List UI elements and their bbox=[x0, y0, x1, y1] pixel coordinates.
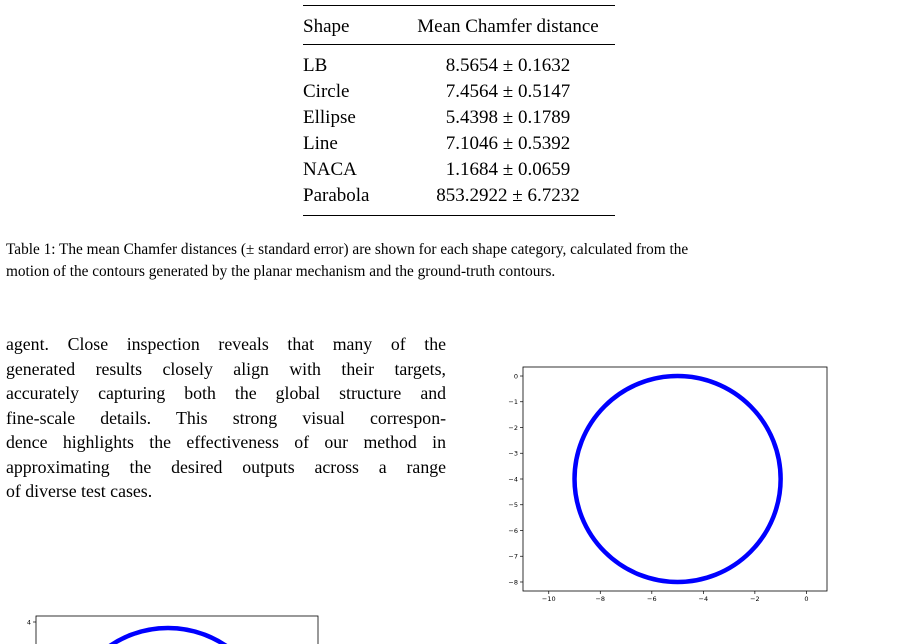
x-tick-label: −2 bbox=[750, 595, 760, 603]
body-paragraph bbox=[6, 332, 446, 504]
y-tick-label: −5 bbox=[508, 501, 518, 510]
row-value: 7.4564 ± 0.5147 bbox=[445, 81, 571, 102]
row-value: 853.2922 ± 6.7232 bbox=[401, 183, 615, 216]
y-tick-label: −3 bbox=[508, 449, 518, 458]
row-value: 1.1684 ± 0.0659 bbox=[445, 159, 571, 180]
paragraph-line: of diverse test cases. bbox=[6, 481, 153, 501]
y-tick-label: −8 bbox=[508, 578, 518, 587]
paragraph-line: accurately capturing both the global structure and bbox=[6, 383, 446, 403]
header-mean-chamfer-distance: Mean Chamfer distance bbox=[401, 6, 615, 45]
x-tick-label: −6 bbox=[647, 595, 657, 603]
row-value: 8.5654 ± 0.1632 bbox=[445, 55, 571, 76]
table-row bbox=[303, 105, 615, 131]
row-shape: Ellipse bbox=[303, 107, 356, 128]
circle-plot bbox=[488, 360, 833, 608]
table-row bbox=[303, 183, 615, 216]
y-tick-label: −6 bbox=[508, 526, 518, 535]
header-shape: Shape bbox=[303, 6, 401, 45]
paragraph-line: approximating the desired outputs across a range bbox=[6, 456, 446, 477]
x-tick-label: −10 bbox=[541, 595, 556, 603]
x-tick-label: −4 bbox=[698, 595, 709, 603]
x-tick-label: 0 bbox=[804, 595, 809, 603]
y-tick-label: 0 bbox=[513, 372, 518, 381]
row-shape: Line bbox=[303, 133, 338, 154]
circle-contour bbox=[68, 628, 268, 644]
caption-line: motion of the contours generated by the planar mechanism and the ground-truth contours. bbox=[6, 263, 556, 280]
table-row bbox=[303, 157, 615, 183]
y-tick-label: 4 bbox=[26, 618, 31, 627]
table-row bbox=[303, 131, 615, 157]
table-row bbox=[303, 79, 615, 105]
table-caption bbox=[6, 239, 912, 283]
partial-circle-plot bbox=[0, 604, 340, 644]
paragraph-line: fine-scale details. This strong visual correspon- bbox=[6, 407, 446, 428]
results-table bbox=[303, 5, 615, 216]
y-tick-label: −7 bbox=[508, 552, 518, 561]
row-shape: NACA bbox=[303, 159, 357, 180]
caption-line: Table 1: The mean Chamfer distances (± standard error) are shown for each shape category, calculated from the bbox=[6, 241, 689, 258]
paragraph-line: agent. Close inspection reveals that many of the bbox=[6, 334, 446, 354]
row-value: 7.1046 ± 0.5392 bbox=[445, 133, 571, 154]
row-shape: Circle bbox=[303, 81, 350, 102]
row-value: 5.4398 ± 0.1789 bbox=[445, 107, 571, 128]
paragraph-line: generated results closely align with their targets, bbox=[6, 358, 446, 379]
x-tick-label: −8 bbox=[595, 595, 606, 603]
circle-contour bbox=[575, 376, 781, 582]
y-tick-label: −2 bbox=[508, 423, 518, 432]
paragraph-line: dence highlights the effectiveness of our method in bbox=[6, 432, 446, 452]
y-tick-label: −1 bbox=[508, 398, 518, 407]
row-shape: Parabola bbox=[303, 183, 401, 216]
y-tick-label: −4 bbox=[508, 475, 518, 484]
table-row bbox=[303, 45, 615, 80]
row-shape: LB bbox=[303, 55, 328, 76]
table-header-row bbox=[303, 6, 615, 45]
